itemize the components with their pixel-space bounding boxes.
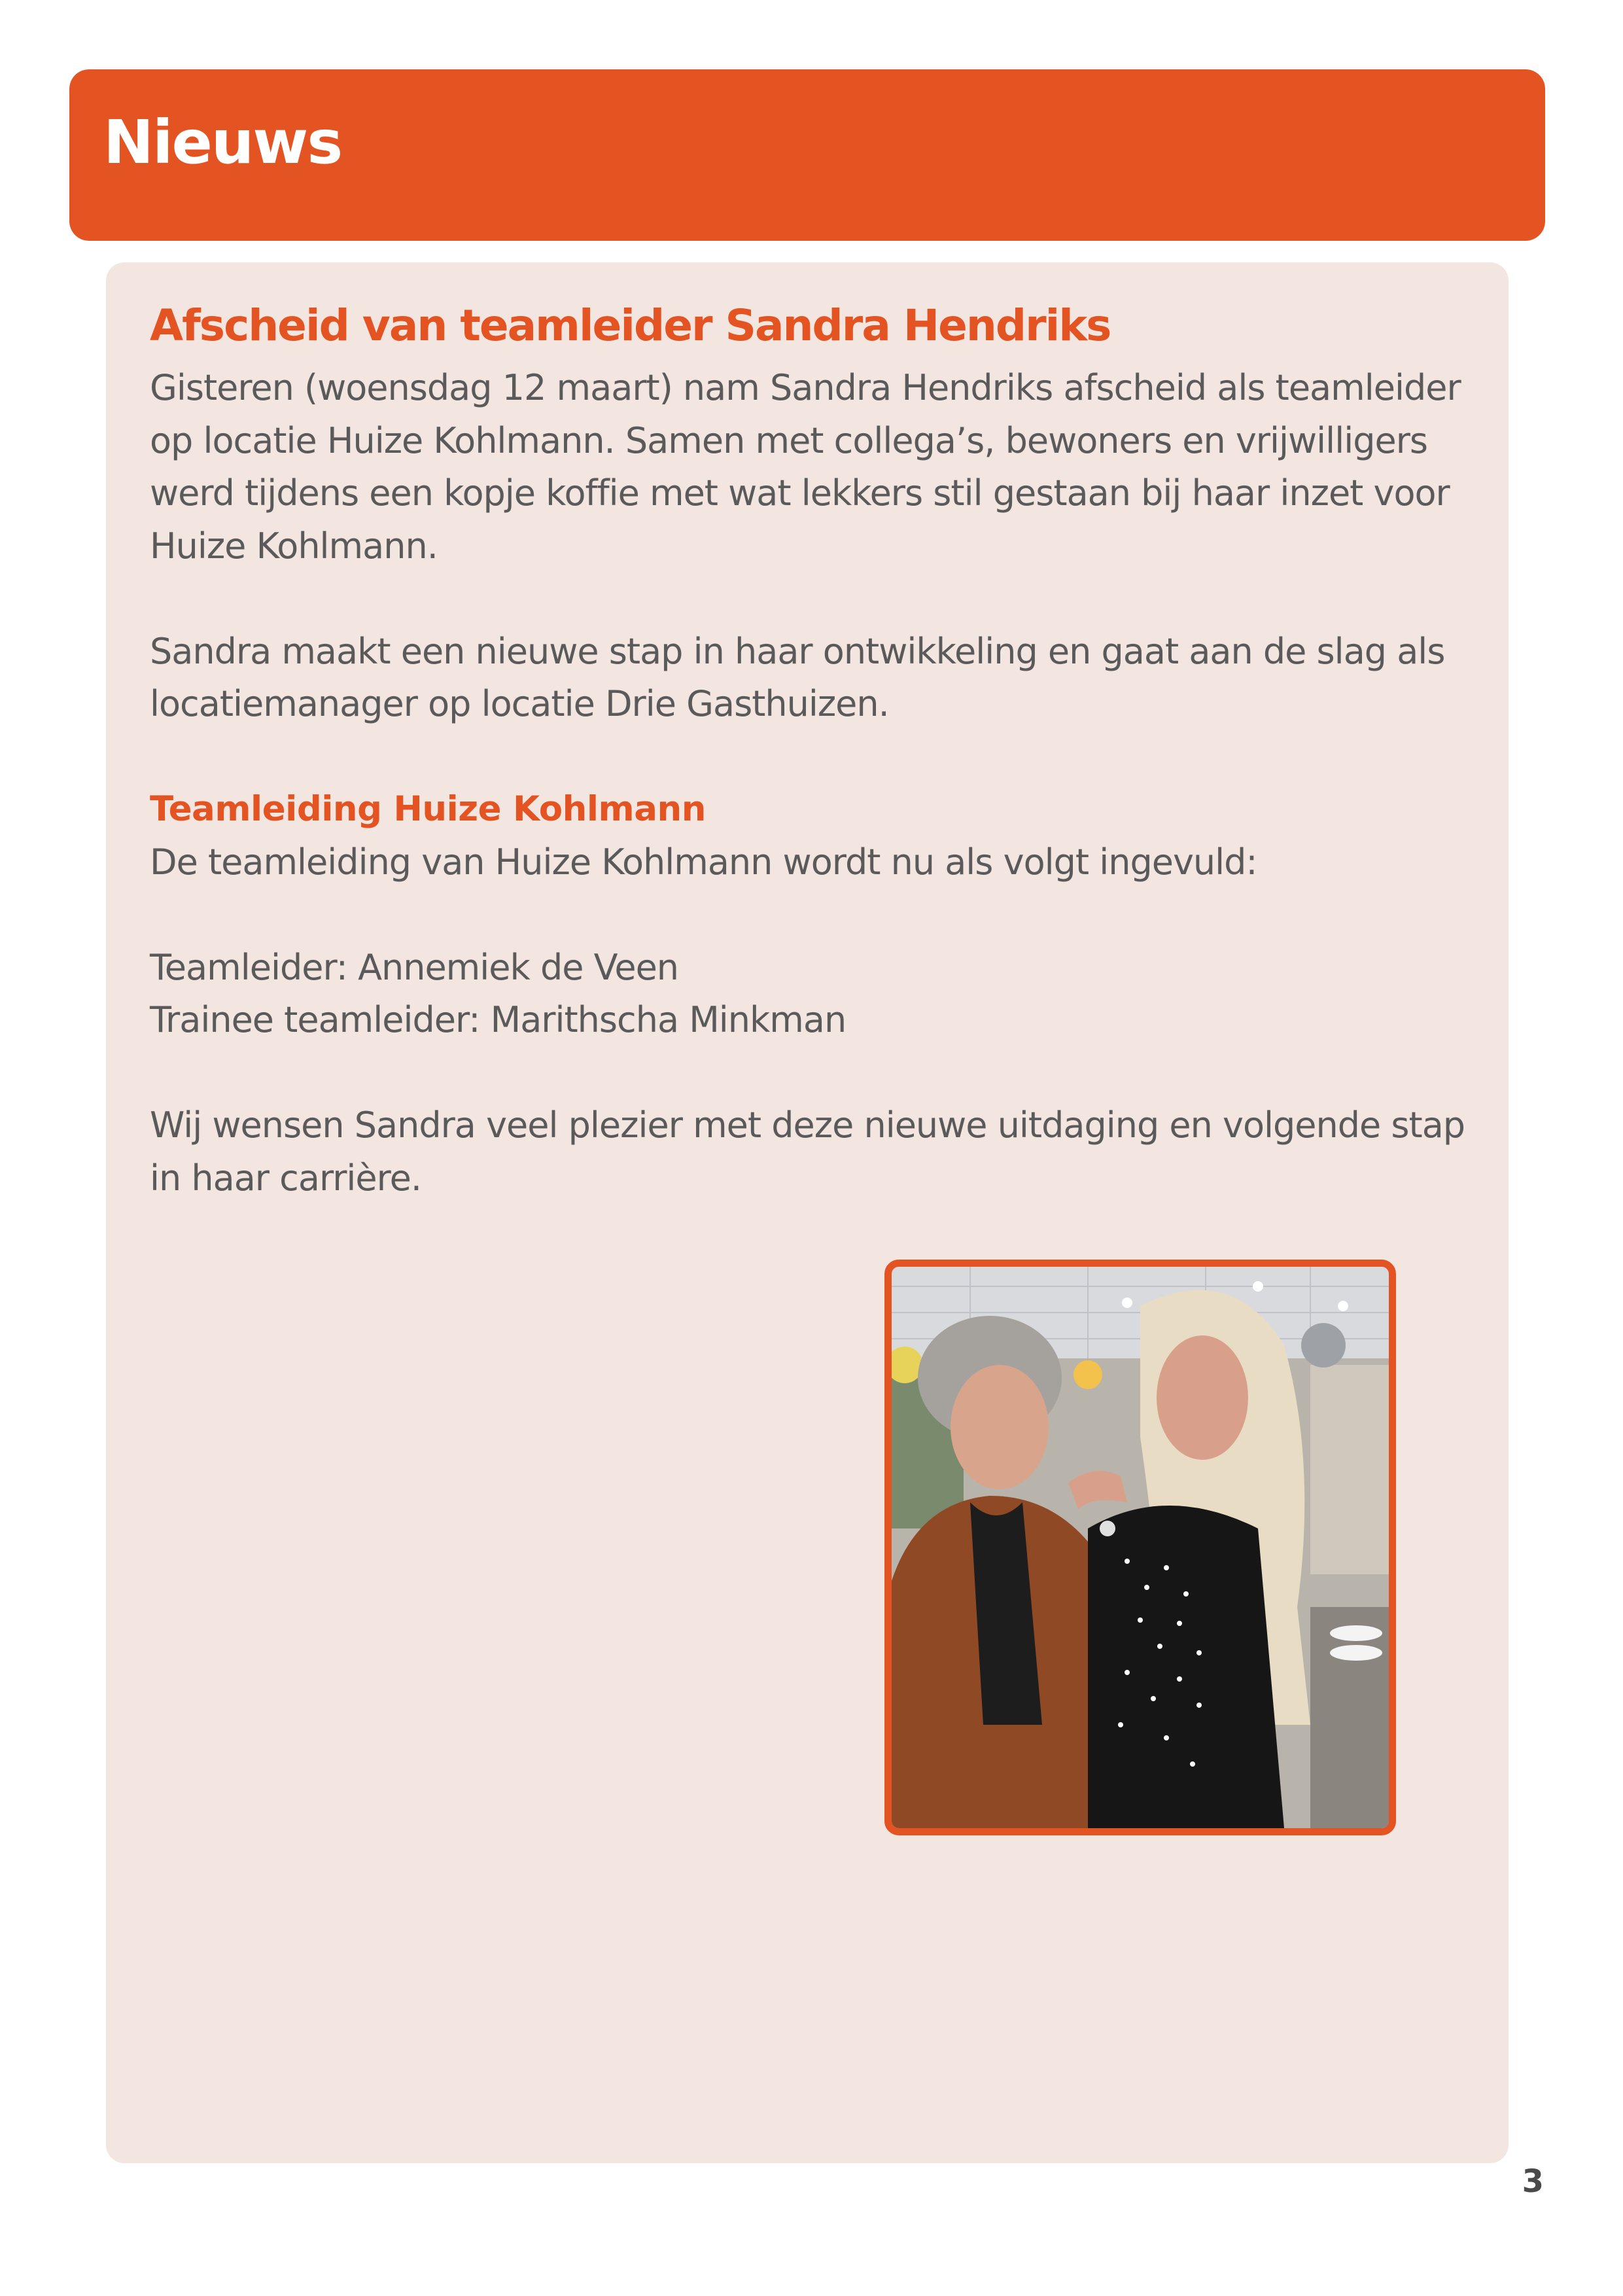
intro-paragraph: [150, 362, 1471, 573]
text-line: Huize Kohlmann.: [150, 525, 438, 567]
team-lead-line: Teamleider: Annemiek de Veen: [150, 946, 679, 988]
team-leadership-intro: De teamleiding van Huize Kohlmann wordt nu als volgt ingevuld:: [150, 841, 1257, 883]
page-header: [69, 69, 1545, 241]
next-step-paragraph: [150, 626, 1471, 731]
text-line: Sandra maakt een nieuwe stap in haar ontwikkeling en gaat aan de slag als: [150, 630, 1445, 672]
text-line: locatiemanager op locatie Drie Gasthuizen.: [150, 683, 889, 724]
team-leadership-heading: Teamleiding Huize Kohlmann: [150, 789, 706, 829]
text-line: werd tijdens een kopje koffie met wat lekkers stil gestaan bij haar inzet voor: [150, 472, 1450, 514]
text-line: in haar carrière.: [150, 1157, 422, 1199]
news-article: [150, 300, 1471, 1205]
closing-paragraph: [150, 1099, 1471, 1205]
news-card: [106, 262, 1509, 2163]
section-title: Nieuws: [103, 107, 342, 177]
text-line: Wij wensen Sandra veel plezier met deze nieuwe uitdaging en volgende stap: [150, 1104, 1465, 1146]
trainee-lead-line: Trainee teamleider: Marithscha Minkman: [150, 999, 846, 1040]
page-number: 3: [1522, 2163, 1544, 2200]
article-title: Afscheid van teamleider Sandra Hendriks: [150, 300, 1111, 351]
text-line: op locatie Huize Kohlmann. Samen met collega’s, bewoners en vrijwilligers: [150, 419, 1428, 461]
farewell-photo: [884, 1260, 1396, 1835]
photo-illustration: [892, 1267, 1389, 1828]
text-line: Gisteren (woensdag 12 maart) nam Sandra Hendriks afscheid als teamleider: [150, 367, 1461, 408]
